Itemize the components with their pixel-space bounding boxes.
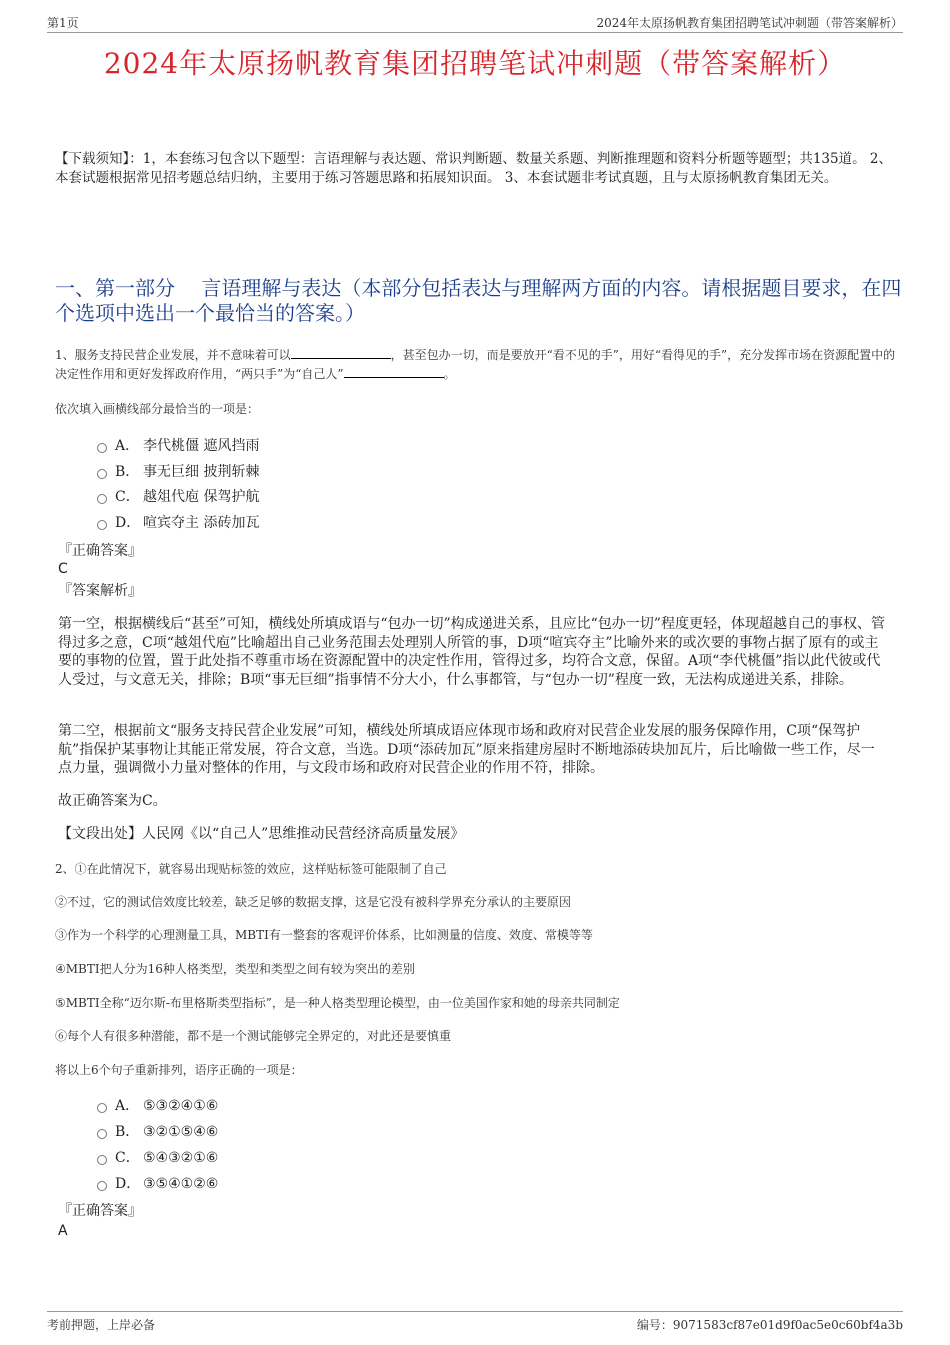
option-key: C． [115, 489, 140, 505]
blank-line [344, 365, 444, 378]
q1-analysis-paragraph: 第一空，根据横线后“甚至”可知，横线处所填成语与“包办一切”构成递进关系，且应比“包办一切”程度更轻，体现超越自己的事权、管得过多之意，C项“越俎代庖”比喻超出自己业务范围去处理别人所管的事，D项“喧宾夺主”比喻外来的或次要的事物占据了原有的或主要的事物的位置，置于此处指不尊重市场在资源配置中的决定性作用，管得过多，均符合文意，保留。A项“李代桃僵”指以此代彼或代人受过，与文意无关，排除；B项“事无巨细”指事情不分大小，什么事都管，与“包办一切”程度一致，无法构成递进关系，排除。 [58, 616, 885, 688]
footer-serial: 编号：9071583cf87e01d9f0ac5e0c60bf4a3b [636, 1318, 903, 1332]
page-number: 第1页 [47, 16, 79, 30]
q2-sentence: ⑤MBTI全称“迈尔斯-布里格斯类型指标”，是一种人格类型理论模型，由一位美国作家和她的母亲共同制定 [55, 996, 620, 1010]
q1-stem-part: ，甚至包办一切，而是要放开“看不见的手”，用好“看得见的手”，充分发挥市场在资源配置中的决定性作用和更好发挥政府作用，“两只手”为“自己人” [55, 348, 896, 381]
q2-option-a[interactable] [97, 1096, 218, 1116]
option-key: A． [115, 438, 140, 454]
radio-icon[interactable] [97, 520, 107, 530]
q1-prompt: 依次填入画横线部分最恰当的一项是： [55, 402, 260, 416]
option-text: ③⑤④①②⑥ [143, 1176, 219, 1192]
option-key: B． [115, 464, 140, 480]
q2-option-b[interactable] [97, 1122, 218, 1142]
q1-source: 【文段出处】人民网《以“自己人”思维推动民营经济高质量发展》 [58, 826, 465, 842]
radio-icon[interactable] [97, 494, 107, 504]
q1-answer-label: 『正确答案』 [58, 543, 142, 559]
q1-option-d[interactable] [97, 513, 259, 533]
option-text: ⑤③②④①⑥ [143, 1098, 219, 1114]
option-text: 越俎代庖 保驾护航 [143, 489, 260, 505]
footer-slogan: 考前押题，上岸必备 [47, 1318, 156, 1332]
q2-option-c[interactable] [97, 1148, 218, 1168]
q2-option-d[interactable] [97, 1174, 218, 1194]
download-notice: 【下载须知】：1，本套练习包含以下题型：言语理解与表达题、常识判断题、数量关系题、判断推理题和资料分析题等题型；共135道。 2、本套试题根据常见招考题总结归纳，主要用于练习答题思路和拓展知识面。 3、本套试题非考试真题，且与太原扬帆教育集团无关。 [55, 151, 892, 186]
header-doc-title: 2024年太原扬帆教育集团招聘笔试冲刺题（带答案解析） [596, 16, 903, 30]
option-text: ⑤④③②①⑥ [143, 1150, 219, 1166]
q1-option-c[interactable] [97, 487, 259, 507]
radio-icon[interactable] [97, 1155, 107, 1165]
q1-option-b[interactable] [97, 462, 259, 482]
q2-sentence: ④MBTI把人分为16种人格类型，类型和类型之间有较为突出的差别 [55, 962, 415, 976]
option-key: B． [115, 1124, 140, 1140]
option-text: 喧宾夺主 添砖加瓦 [143, 515, 260, 531]
q2-prompt: 将以上6个句子重新排列，语序正确的一项是： [55, 1063, 303, 1077]
q2-sentence: ⑥每个人有很多种潜能，都不是一个测试能够完全界定的，对此还是要慎重 [55, 1029, 452, 1043]
q1-stem-part: 。 [443, 367, 456, 381]
option-text: 李代桃僵 遮风挡雨 [143, 438, 260, 454]
radio-icon[interactable] [97, 1181, 107, 1191]
q1-stem [55, 346, 900, 384]
document-title: 2024年太原扬帆教育集团招聘笔试冲刺题（带答案解析） [103, 47, 847, 80]
radio-icon[interactable] [97, 469, 107, 479]
radio-icon[interactable] [97, 443, 107, 453]
q1-analysis-label: 『答案解析』 [58, 583, 142, 599]
q2-answer-label: 『正确答案』 [58, 1203, 142, 1219]
radio-icon[interactable] [97, 1103, 107, 1113]
q1-analysis-paragraph: 第二空，根据前文“服务支持民营企业发展”可知，横线处所填成语应体现市场和政府对民营企业发展的服务保障作用，C项“保驾护航”指保护某事物让其能正常发展，符合文意，当选。D项“添砖加瓦”原来指建房屋时不断地添砖块加瓦片，后比喻做一些工作，尽一点力量，强调微小力量对整体的作用，与文段市场和政府对民营企业的作用不符，排除。 [58, 723, 875, 776]
option-key: D． [115, 1176, 141, 1192]
blank-line [291, 346, 391, 359]
radio-icon[interactable] [97, 1129, 107, 1139]
option-key: C． [115, 1150, 140, 1166]
page-footer [47, 1311, 903, 1332]
q2-answer: A [58, 1223, 68, 1239]
q1-answer: C [58, 561, 68, 577]
q1-conclusion: 故正确答案为C。 [58, 793, 167, 809]
section-heading: 一、第一部分 言语理解与表达（本部分包括表达与理解两方面的内容。请根据题目要求，在四个选项中选出一个最恰当的答案。） [55, 276, 902, 325]
page-header [47, 14, 903, 33]
q1-option-a[interactable] [97, 436, 259, 456]
option-text: ③②①⑤④⑥ [143, 1124, 219, 1140]
q2-sentence: ②不过，它的测试信效度比较差，缺乏足够的数据支撑，这是它没有被科学界充分承认的主要原因 [55, 895, 572, 909]
q2-stem: 2、①在此情况下，就容易出现贴标签的效应，这样贴标签可能限制了自己 [55, 862, 447, 876]
option-text: 事无巨细 披荆斩棘 [143, 464, 260, 480]
q2-sentence: ③作为一个科学的心理测量工具，MBTI有一整套的客观评价体系，比如测量的信度、效度、常模等等 [55, 928, 593, 942]
q1-stem-part: 1、服务支持民营企业发展，并不意味着可以 [55, 348, 291, 362]
option-key: A． [115, 1098, 140, 1114]
option-key: D． [115, 515, 141, 531]
